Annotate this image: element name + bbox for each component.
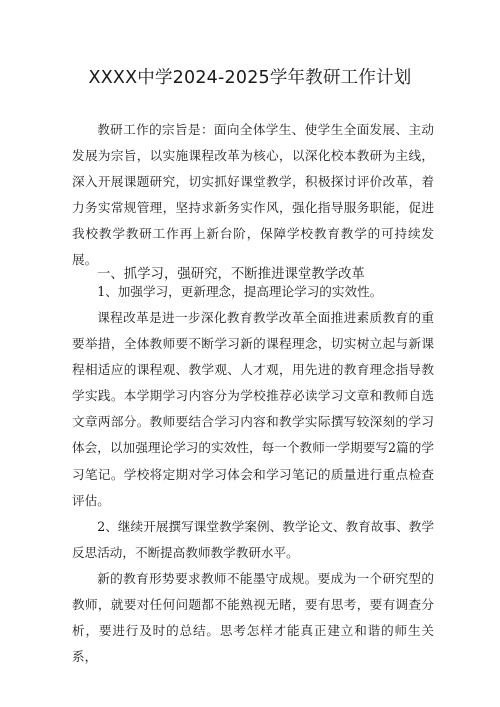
section-heading-1: 一、抓学习，强研究，不断推进课堂教学改革 (97, 267, 365, 282)
subheading-2: 2、继续开展撰写课堂教学案例、教学论文、教育故事、教学反思活动，不断提高教师教学教研水平。 (72, 519, 434, 561)
sub2-body-paragraph: 新的教育形势要求教师不能墨守成规。要成为一个研究型的教师，就要对任何问题都不能熟视无睹，要有思考，要有调查分析，要进行及时的总结。思考怎样才能真正建立和谐的师生关系， (72, 571, 434, 665)
subheading-1: 1、加强学习，更新理念，提高理论学习的实效性。 (97, 284, 383, 299)
intro-paragraph: 教研工作的宗旨是：面向全体学生、使学生全面发展、主动发展为宗旨，以实施课程改革为核心，以深化校本教研为主线，深入开展课题研究，切实抓好课堂教学，积极探讨评价改革，着力务实常规管理，坚持求新务实作风，强化指导服务职能，促进我校教学教研工作再上新台阶，保障学校教育教学的可持续发展。 (72, 122, 434, 268)
sub1-body-paragraph: 课程改革是进一步深化教育教学改革全面推进素质教育的重要举措，全体教师要不断学习新的课程理念，切实树立起与新课程相适应的课程观、教学观、人才观，用先进的教育理念指导教学实践。本学期学习内容分为学校推荐必读学习文章和教师自选文章两部分。教师要结合学习内容和教学实际撰写较深刻的学习体会，以加强理论学习的实效性，每一个教师一学期要写2篇的学习笔记。学校将定期对学习体会和学习笔记的质量进行重点检查评估。 (72, 310, 434, 508)
document-title: XXXX中学2024-2025学年教研工作计划 (88, 68, 412, 88)
